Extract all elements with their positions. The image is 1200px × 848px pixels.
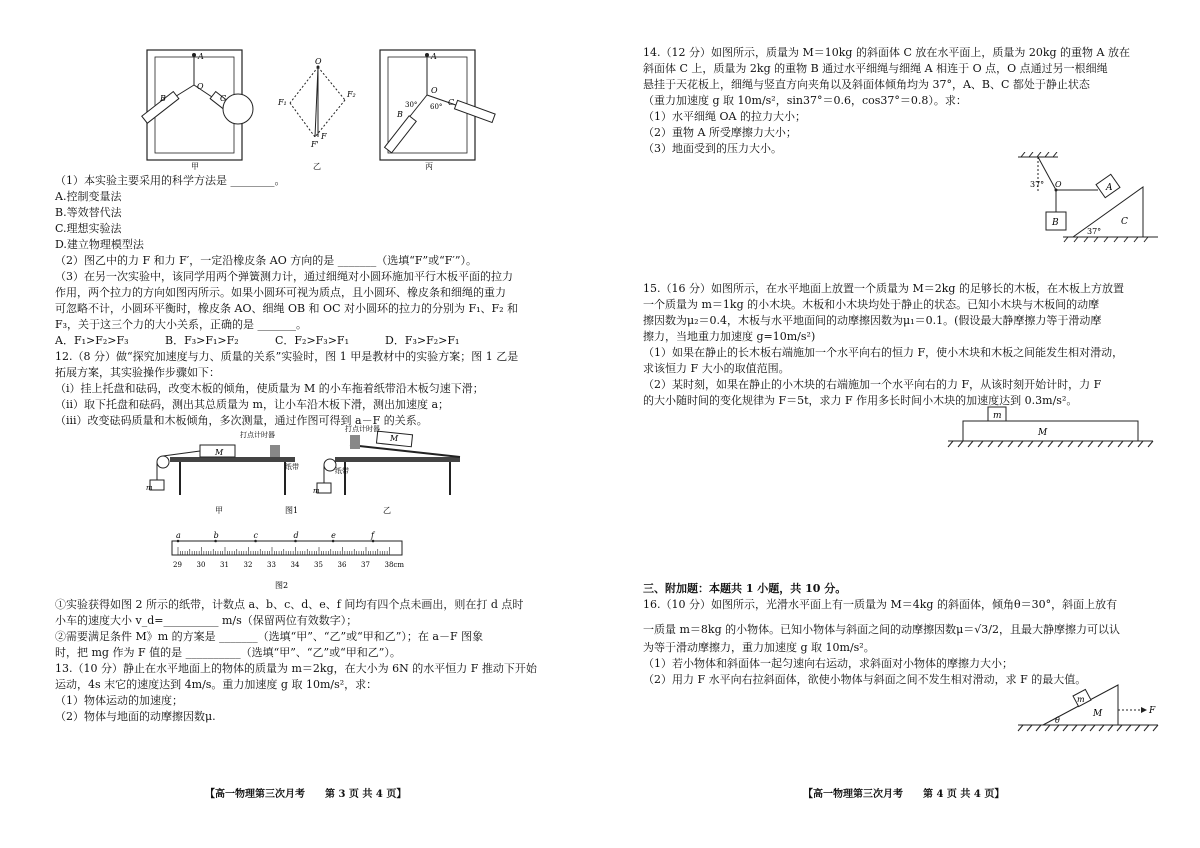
- label-jia: 甲: [191, 162, 199, 170]
- ruler-letter: e: [331, 531, 336, 540]
- ground-hatch: [1117, 725, 1122, 731]
- fig16-m: m: [1077, 695, 1085, 704]
- ground-hatch: [1036, 725, 1041, 731]
- ground-hatch: [1063, 725, 1068, 731]
- ground-hatch: [1088, 441, 1093, 447]
- ground-hatch: [1135, 725, 1140, 731]
- label-C3: C: [448, 98, 455, 107]
- q11-part2: （2）图乙中的力 F 和力 F′，一定沿橡皮条 AO 方向的是 _______（选填“F”或“F′”）。: [55, 254, 477, 267]
- ground-hatch: [1090, 725, 1095, 731]
- ruler-point: [332, 540, 335, 543]
- q12-after-line3: ②需要满足条件 M》m 的方案是 _______（选填“甲”、“乙”或“甲和乙”）；在 a－F 图象: [55, 630, 484, 643]
- label-B1: B: [160, 94, 166, 103]
- fig14-B: B: [1052, 218, 1059, 228]
- ground-hatch: [1144, 725, 1149, 731]
- q12-after-line4: 时，把 mg 作为 F 值的是 __________（选填“甲”、“乙”或“甲和乙”）。: [55, 646, 401, 659]
- q16-line2: 一质量 m＝8kg 的小物体。已知小物体与斜面之间的动摩擦因数μ＝√3/2，且最大静摩擦力可以认: [643, 623, 1120, 636]
- fig12-timer1: 打点计时器: [240, 431, 275, 439]
- label-F: F: [321, 132, 327, 141]
- fig12-tu1: 图1: [285, 506, 299, 515]
- ground-hatch: [1018, 441, 1023, 447]
- fig16-F: F: [1149, 706, 1156, 716]
- wedge-figure: [1013, 680, 1163, 740]
- ground-hatch: [1108, 725, 1113, 731]
- q11-part3-line4: F₃，关于这三个力的大小关系，正确的是 _______。: [55, 318, 308, 331]
- ground-hatch: [1058, 441, 1063, 447]
- ground-hatch: [1048, 441, 1053, 447]
- label-30deg: 30°: [405, 101, 418, 109]
- incline-hanging-figure: [1013, 152, 1163, 252]
- ground-hatch: [1068, 441, 1073, 447]
- label-O1: O: [197, 82, 204, 91]
- q11-part3-line3: 可忽略不计，小圆环平衡时，橡皮条 AO、细绳 OB 和 OC 对小圆环的拉力的分别为 F₁、F₂ 和: [55, 302, 519, 315]
- fig12-tape2: 纸带: [335, 467, 349, 475]
- label-C1: C: [220, 94, 227, 103]
- q12-after-line2: 小车的速度大小 v_d=__________ m/s（保留两位有效数字）；: [55, 614, 358, 627]
- ground-hatch: [1126, 725, 1131, 731]
- label-O3: O: [431, 86, 438, 95]
- label-F1: F₁: [278, 98, 287, 107]
- ground-hatch: [968, 441, 973, 447]
- fig16-theta: θ: [1055, 716, 1060, 725]
- q15-line4: 擦力，当地重力加速度 g=10m/s²): [643, 330, 816, 343]
- ruler-point: [254, 540, 257, 543]
- fig14-angle2: 37°: [1087, 227, 1102, 236]
- ruler-number: 35: [314, 561, 323, 569]
- ground-hatch: [1153, 725, 1158, 731]
- fig12-yi: 乙: [383, 506, 391, 515]
- q12-line1: 12.（8 分）做“探究加速度与力、质量的关系”实验时，图 1 甲是教材中的实验方案；图 1 乙是: [55, 350, 519, 363]
- q15-line3: 擦因数为μ₂＝0.4，木板与水平地面间的动摩擦因数为μ₁＝0.1。(假设最大静摩擦力等于滑动摩: [643, 314, 1102, 327]
- fig15-M: M: [1038, 428, 1048, 438]
- ruler-number: 30: [196, 561, 206, 569]
- fig12-tape1: 纸带: [285, 463, 299, 471]
- label-F2: F₂: [347, 90, 356, 99]
- q14-line2: 斜面体 C 上，质量为 2kg 的重物 B 通过水平细绳与细绳 A 相连于 O 点，O 点通过另一根细绳: [643, 62, 1108, 75]
- q15-line5: （1）如果在静止的长木板右端施加一个水平向右的恒力 F，使小木块和木板之间能发生相对滑动，: [643, 346, 1124, 359]
- right-footer: 【高一物理第三次月考 第 4 页 共 4 页】: [803, 789, 1005, 800]
- fig12-M2: M: [390, 434, 399, 443]
- q11-part3-opt-d: D．F₃>F₂>F₁: [385, 334, 460, 347]
- ground-hatch: [988, 441, 993, 447]
- ruler-number: 34: [290, 561, 300, 569]
- ground-hatch: [1027, 725, 1032, 731]
- ground-hatch: [1128, 441, 1133, 447]
- label-A1: A: [198, 52, 204, 61]
- q15-line7: （2）某时刻，如果在静止的小木块的右端施加一个水平向右的力 F，从该时刻开始计时，力 F: [643, 378, 1102, 391]
- q14-line1: 14.（12 分）如图所示，质量为 M＝10kg 的斜面体 C 放在水平面上，质量为 20kg 的重物 A 放在: [643, 46, 1130, 59]
- label-bing: 丙: [425, 162, 433, 170]
- q11-part3-opt-b: B．F₃>F₁>F₂: [165, 334, 239, 347]
- board-block-figure: [943, 405, 1163, 455]
- ground-hatch: [1028, 441, 1033, 447]
- fig16-M: M: [1093, 709, 1103, 719]
- ruler-number: 37: [361, 561, 370, 569]
- ruler-number: 38cm: [384, 561, 404, 569]
- q13-line1: 13.（10 分）静止在水平地面上的物体的质量为 m＝2kg，在大小为 6N 的水平恒力 F 推动下开始: [55, 662, 537, 675]
- ground-hatch: [1078, 441, 1083, 447]
- ground-hatch: [1038, 441, 1043, 447]
- fig14-C: C: [1121, 217, 1128, 227]
- ground-hatch: [1054, 725, 1059, 731]
- ground-hatch: [958, 441, 963, 447]
- q15-line6: 求该恒力 F 大小的取值范围。: [643, 362, 790, 375]
- q13-line2: 运动，4s 末它的速度达到 4m/s。重力加速度 g 取 10m/s²，求：: [55, 678, 378, 691]
- ruler-letter: b: [213, 531, 219, 540]
- ruler-number: 33: [267, 561, 276, 569]
- ground-hatch: [1072, 725, 1077, 731]
- q12-line3: （i）挂上托盘和砝码，改变木板的倾角，使质量为 M 的小车拖着纸带沿木板匀速下滑；: [55, 382, 484, 395]
- ground-hatch: [1018, 725, 1023, 731]
- fig12-M1: M: [215, 448, 224, 457]
- ground-hatch: [998, 441, 1003, 447]
- ruler-number: 29: [173, 561, 182, 569]
- ground-hatch: [1081, 725, 1086, 731]
- ground-hatch: [1148, 441, 1153, 447]
- q15-line1: 15.（16 分）如图所示，在水平地面上放置一个质量为 M＝2kg 的足够长的木板，在木板上方放置: [643, 282, 1124, 295]
- ruler-letter: d: [293, 531, 299, 540]
- q11-part1: （1）本实验主要采用的科学方法是 ________。: [55, 174, 286, 187]
- ruler-number: 32: [243, 561, 253, 569]
- q14-line7: （3）地面受到的压力大小。: [643, 142, 782, 155]
- q14-line3: 悬挂于天花板上，细绳与竖直方向夹角以及斜面体倾角均为 37°，A、B、C 都处于静止状态: [643, 78, 1090, 91]
- q11-opt-b: B.等效替代法: [55, 206, 122, 219]
- left-footer: 【高一物理第三次月考 第 3 页 共 4 页】: [205, 789, 407, 800]
- fig15-m: m: [993, 411, 1002, 421]
- force-experiment-figure: [135, 45, 515, 170]
- q16-line5: （2）用力 F 水平向右拉斜面体，欲使小物体与斜面之间不发生相对滑动，求 F 的最大值。: [643, 673, 1087, 686]
- label-60deg: 60°: [430, 103, 443, 111]
- q12-line2: 拓展方案，其实验操作步骤如下：: [55, 366, 220, 379]
- tape-ruler-figure: [170, 527, 410, 591]
- fig12-jia: 甲: [215, 506, 223, 515]
- ruler-caption: 图2: [275, 581, 289, 590]
- q11-part3-opt-a: A．F₁>F₂>F₃: [55, 334, 129, 347]
- q15-line8: 的大小随时间的变化规律为 F＝5t，求力 F 作用多长时间小木块的加速度达到 0.3m/s²。: [643, 394, 1078, 407]
- label-O2: O: [315, 57, 322, 66]
- ground-hatch: [1045, 725, 1050, 731]
- ruler-point: [177, 540, 180, 543]
- fig14-O: O: [1055, 180, 1062, 189]
- q14-line4: （重力加速度 g 取 10m/s²，sin37°＝0.6，cos37°＝0.8）。求：: [643, 94, 967, 107]
- ruler-point: [214, 540, 217, 543]
- q16-line3: 为等于滑动摩擦力，重力加速度 g 取 10m/s²。: [643, 641, 875, 654]
- q14-line6: （2）重物 A 所受摩擦力大小；: [643, 126, 797, 139]
- ruler-number: 31: [220, 561, 229, 569]
- ground-hatch: [978, 441, 983, 447]
- q11-part3-line2: 作用，两个拉力的方向如图丙所示。如果小圆环可视为质点，且小圆环、橡皮条和细绳的重力: [55, 286, 506, 299]
- label-A3: A: [431, 52, 437, 61]
- fig12-m1: m: [146, 484, 153, 492]
- fig14-angle1: 37°: [1030, 180, 1045, 189]
- cart-experiment-figure: [145, 425, 475, 520]
- ground-hatch: [948, 441, 953, 447]
- ruler-letter: a: [176, 531, 181, 540]
- q11-opt-c: C.理想实验法: [55, 222, 122, 235]
- q11-part3-opt-c: C．F₂>F₃>F₁: [275, 334, 349, 347]
- q11-opt-d: D.建立物理模型法: [55, 238, 144, 251]
- q12-line4: （ii）取下托盘和砝码，测出其总质量为 m，让小车沿木板下滑，测出加速度 a；: [55, 398, 450, 411]
- ground-hatch: [1098, 441, 1103, 447]
- q11-opt-a: A.控制变量法: [55, 190, 122, 203]
- ground-hatch: [1118, 441, 1123, 447]
- q12-after-line1: ①实验获得如图 2 所示的纸带，计数点 a、b、c、d、e、f 间均有四个点未画出，则在打 d 点时: [55, 598, 524, 611]
- q11-part3-line1: （3）在另一次实验中，该同学用两个弹簧测力计，通过细绳对小圆环施加平行木板平面的拉力: [55, 270, 513, 283]
- fig14-A: A: [1106, 183, 1113, 193]
- ruler-letter: c: [253, 531, 259, 540]
- q14-line5: （1）水平细绳 OA 的拉力大小；: [643, 110, 806, 123]
- ruler-letter: f: [371, 531, 375, 540]
- ruler-number: 36: [337, 561, 347, 569]
- label-yi: 乙: [313, 162, 321, 170]
- fig12-timer2: 打点计时器: [345, 425, 380, 433]
- q13-line3: （1）物体运动的加速度；: [55, 694, 183, 707]
- label-Fprime: F': [311, 140, 319, 149]
- section-3-title: 三、附加题：本题共 1 小题，共 10 分。: [643, 582, 847, 595]
- ground-hatch: [1099, 725, 1104, 731]
- fig12-m2: m: [313, 487, 320, 495]
- q13-line4: （2）物体与地面的动摩擦因数μ.: [55, 710, 216, 723]
- ruler-point: [294, 540, 297, 543]
- label-B3: B: [397, 110, 403, 119]
- q16-line4: （1）若小物体和斜面体一起匀速向右运动，求斜面对小物体的摩擦力大小；: [643, 657, 1013, 670]
- ground-hatch: [1138, 441, 1143, 447]
- ground-hatch: [1108, 441, 1113, 447]
- q16-line1: 16.（10 分）如图所示，光滑水平面上有一质量为 M＝4kg 的斜面体，倾角θ＝30°，斜面上放有: [643, 598, 1118, 611]
- q15-line2: 一个质量为 m＝1kg 的小木块。木板和小木块均处于静止的状态。已知小木块与木板间的动摩: [643, 298, 1100, 311]
- q12-line5: （iii）改变砝码质量和木板倾角，多次测量，通过作图可得到 a－F 的关系。: [55, 414, 428, 427]
- ground-hatch: [1008, 441, 1013, 447]
- ruler-point: [372, 540, 375, 543]
